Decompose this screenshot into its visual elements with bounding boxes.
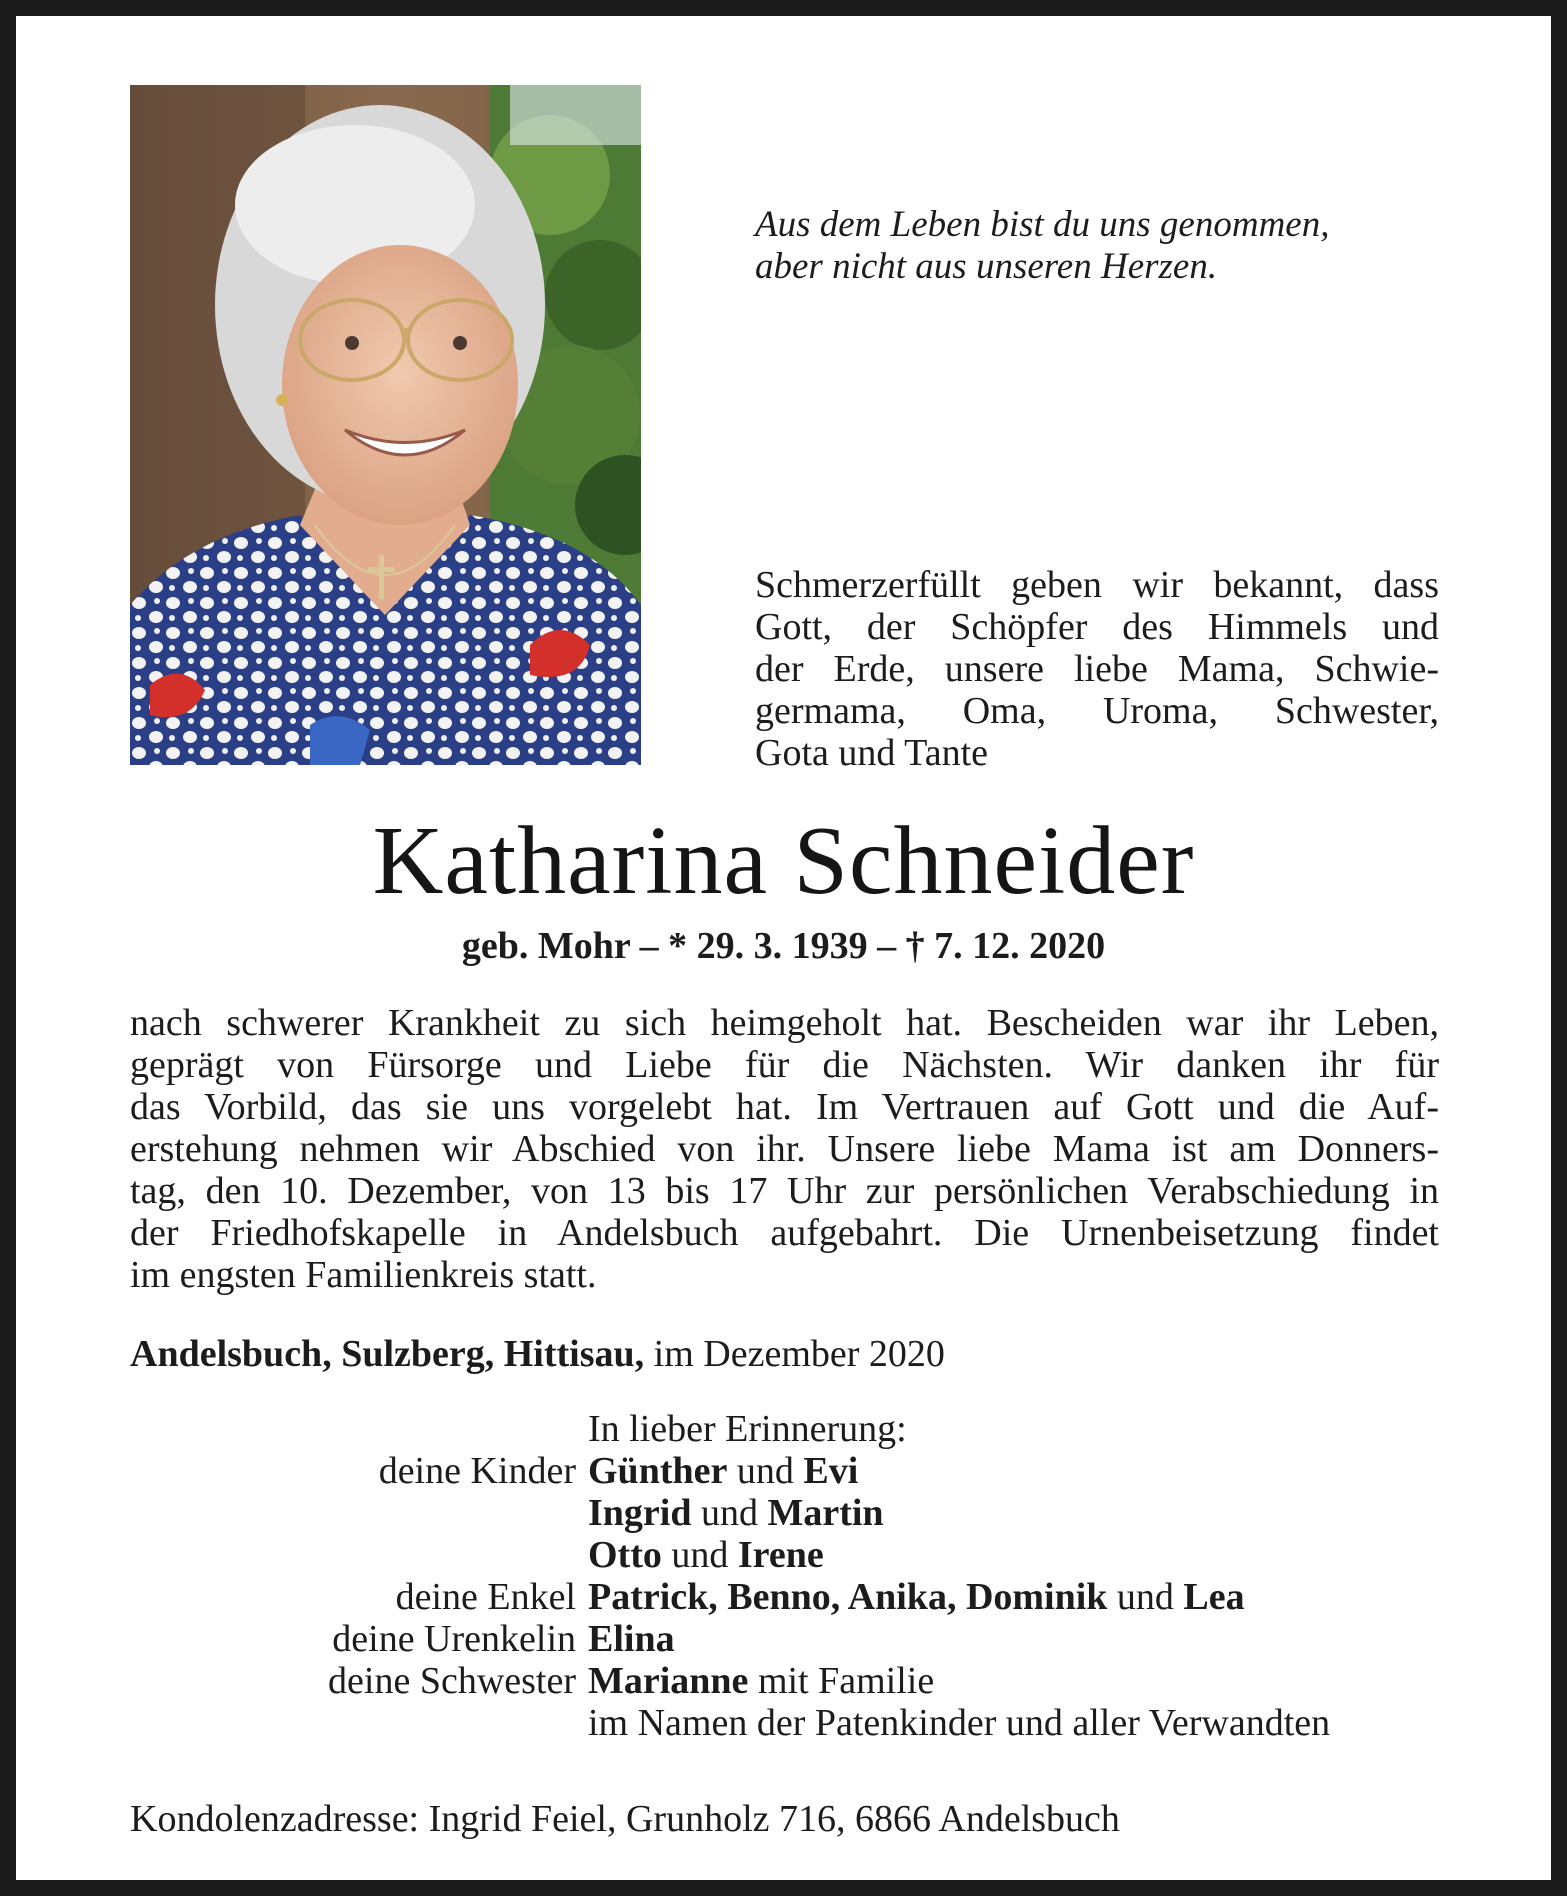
mourner-row [130, 1492, 1450, 1534]
motto-line-1: Aus dem Leben bist du uns genommen, [755, 204, 1330, 245]
intro-line: der Erde, unsere liebe Mama, Schwie- [755, 648, 1439, 690]
mourner-relation: deine Enkel [395, 1576, 576, 1618]
place-date [130, 1332, 945, 1376]
body-line: der Friedhofskapelle in Andelsbuch aufgebahrt. Die Urnenbeisetzung findet [130, 1212, 1439, 1254]
mourner-relation [130, 1702, 588, 1744]
condolence-address: Kondolenzadresse: Ingrid Feiel, Grunholz 716, 6866 Andelsbuch [130, 1798, 1120, 1840]
mourner-connector: und [727, 1450, 804, 1492]
mourner-name: Martin [767, 1492, 884, 1534]
mourner-name: Otto [588, 1534, 662, 1576]
body-line: tag, den 10. Dezember, von 13 bis 17 Uhr zur persönlichen Verabschiedung in [130, 1170, 1439, 1212]
body-line: nach schwerer Krankheit zu sich heimgeholt hat. Bescheiden war ihr Leben, [130, 1002, 1439, 1044]
intro-line: Gott, der Schöpfer des Himmels und [755, 606, 1439, 648]
mourner-connector: mit Familie [748, 1660, 935, 1702]
mourner-names [588, 1492, 1450, 1534]
body-paragraph [130, 1002, 1439, 1296]
body-line: geprägt von Fürsorge und Liebe für die Nächsten. Wir danken ihr für [130, 1044, 1439, 1086]
intro-line: Gota und Tante [755, 732, 989, 774]
mourners-heading-row [130, 1408, 1450, 1450]
mourner-name: Elina [588, 1618, 675, 1660]
mourner-row [130, 1534, 1450, 1576]
mourner-names [588, 1702, 1450, 1744]
mourner-name: Günther [588, 1450, 728, 1492]
portrait-illustration [130, 85, 641, 765]
mourner-name: Ingrid [588, 1492, 692, 1534]
mourner-name: Patrick, Benno, Anika, Dominik [588, 1576, 1108, 1618]
mourner-names [588, 1450, 1450, 1492]
mourner-relation [130, 1534, 588, 1576]
mourners-list [130, 1408, 1450, 1744]
place-locations: Andelsbuch, Sulzberg, Hittisau, [130, 1333, 645, 1375]
mourner-row [130, 1618, 1450, 1660]
mourner-name: Lea [1183, 1576, 1245, 1618]
mourner-connector: im Namen der Patenkinder und aller Verwandten [588, 1702, 1331, 1744]
mourner-names [588, 1576, 1450, 1618]
body-line: das Vorbild, das sie uns vorgelebt hat. Im Vertrauen auf Gott und die Auf- [130, 1086, 1439, 1128]
mourners-heading: In lieber Erinnerung: [588, 1408, 907, 1450]
motto-quote [755, 204, 1455, 288]
mourner-names [588, 1534, 1450, 1576]
mourner-names [588, 1618, 1450, 1660]
motto-line-2: aber nicht aus unseren Herzen. [755, 246, 1218, 287]
obituary-card [16, 16, 1551, 1880]
deceased-dates: geb. Mohr – * 29. 3. 1939 – † 7. 12. 2020 [461, 925, 1106, 967]
intro-line: Schmerzerfüllt geben wir bekannt, dass [755, 564, 1439, 606]
mourner-connector: und [691, 1492, 768, 1534]
place-date-text: im Dezember 2020 [653, 1333, 945, 1375]
deceased-name: Katharina Schneider [372, 807, 1195, 915]
mourner-name: Evi [803, 1450, 859, 1492]
mourner-connector: und [661, 1534, 738, 1576]
body-line: im engsten Familienkreis statt. [130, 1254, 597, 1296]
mourner-name: Marianne [588, 1660, 749, 1702]
mourner-connector: und [1107, 1576, 1184, 1618]
mourner-relation: deine Schwester [328, 1660, 576, 1702]
mourner-name: Irene [737, 1534, 824, 1576]
mourner-row [130, 1576, 1450, 1618]
body-line: erstehung nehmen wir Abschied von ihr. Unsere liebe Mama ist am Donners- [130, 1128, 1439, 1170]
intro-paragraph [755, 564, 1439, 774]
mourner-relation: deine Urenkelin [332, 1618, 576, 1660]
mourner-names [588, 1660, 1450, 1702]
intro-line: germama, Oma, Uroma, Schwester, [755, 690, 1439, 732]
mourner-row [130, 1450, 1450, 1492]
portrait-photo [130, 85, 641, 765]
mourner-relation [130, 1492, 588, 1534]
mourner-relation: deine Kinder [378, 1450, 576, 1492]
mourner-row [130, 1702, 1450, 1744]
mourner-row [130, 1660, 1450, 1702]
